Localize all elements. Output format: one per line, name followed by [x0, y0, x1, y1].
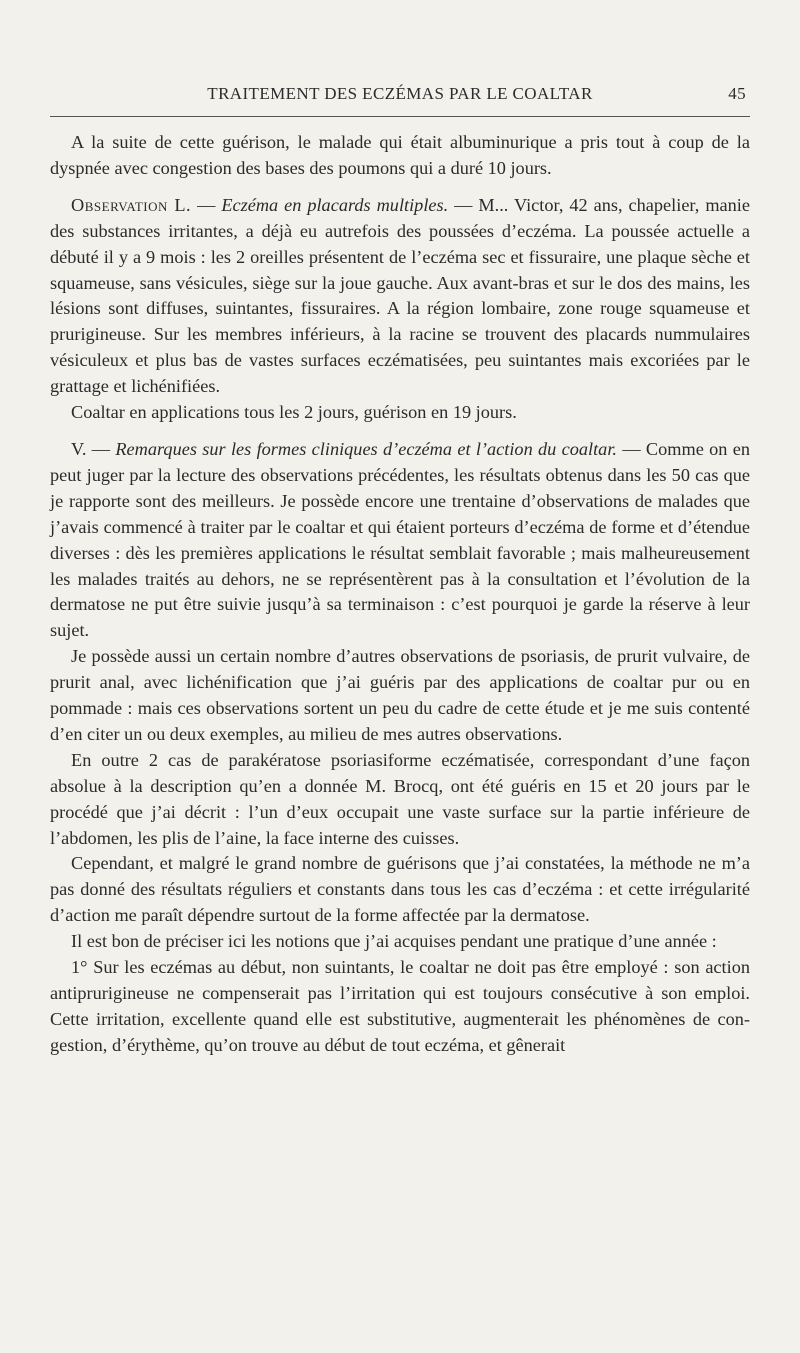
observation-title: Eczéma en placards multiples. — [221, 194, 449, 215]
section-v-title: Remarques sur les formes cliniques d’eczéma et l’action du coaltar. — [115, 438, 617, 459]
paragraph-point-1: 1° Sur les eczémas au début, non suintants, le coaltar ne doit pas être employé : son action antiprurigineuse ne compenserait pas l’irritation qui est toujours consécutive à son emploi. Cette irritation, excellente quand elle est substitutive, augmenterait les phénomènes de congestion, d’érythème, qu’on trouve au début de tout eczéma, et gênerait — [50, 957, 750, 1055]
paragraph-albuminurie: A la suite de cette guérison, le malade qui était albuminurique a pris tout à coup de la dyspnée avec congestion des bases des poumons qui a duré 10 jours. — [50, 132, 750, 178]
page-number: 45 — [728, 84, 746, 103]
running-title: TRAITEMENT DES ECZÉMAS PAR LE COALTAR — [207, 84, 593, 103]
paragraph-psoriasis: Je possède aussi un certain nombre d’autres observations de psoriasis, de prurit vulvaire, de prurit anal, avec lichénification que j’ai guéris par des applications de coaltar pur ou en pommade : mais ces observations sortent un peu du cadre de cette étude et je me suis contenté d’en citer un ou deux exemples, au milieu de mes autres observations. — [50, 646, 750, 744]
observation-paragraph — [50, 193, 750, 400]
observation-label: Observation L. — [71, 194, 192, 215]
observation-result: Coaltar en applications tous les 2 jours, guérison en 19 jours. — [71, 402, 517, 423]
section-v-number: V. — — [71, 438, 116, 459]
running-header — [50, 80, 750, 110]
section-v-paragraph — [50, 437, 750, 644]
paragraph-cependant: Cependant, et malgré le grand nombre de guérisons que j’ai constatées, la méthode ne m’a pas donné des résultats réguliers et constants dans tous les cas d’eczéma : et cette irrégularité d’action me paraît dépendre surtout de la forme affectée par la dermatose. — [50, 853, 750, 926]
page-body — [50, 130, 750, 1059]
paragraph-parakeratose: En outre 2 cas de parakératose psoriasiforme eczématisée, correspondant d’une façon absolue à la description qu’en a donnée M. Brocq, ont été guéris en 15 et 20 jours par le procédé que j’ai décrit : l’un d’eux occupait une vaste surface sur la partie inférieure de l’abdomen, les plis de l’aine, la face interne des cuisses. — [50, 749, 750, 848]
paragraph-notions: Il est bon de préciser ici les notions que j’ai acquises pendant une pratique d’une année : — [71, 931, 717, 952]
observation-text: — M... Victor, 42 ans, chapelier, manie des substances irritantes, a déjà eu autrefois des poussées d’eczéma. La poussée actuelle a débuté il y a 9 mois : les 2 oreilles présentent de l’eczéma sec et fissuraire, une plaque sèche et squameuse, sans vésicules, siège sur la joue gauche. Aux avant-bras et sur le dos des mains, les lésions sont diffuses, suintantes, fissuraires. A la région lombaire, zone rouge squameuse et prurigineuse. Sur les membres inférieurs, à la racine se trouvent des placards nummulaires vésiculeux et plus bas de vastes surfaces eczématisées, peu suintantes mais excoriées par le grattage et lichénifiées. — [50, 194, 750, 397]
header-rule — [50, 116, 750, 117]
section-v-text: — Comme on en peut juger par la lecture des observations précédentes, les résultats obtenus dans les 50 cas que je rapporte sont des meilleurs. Je possède encore une trentaine d’observations de malades que j’avais commencé à traiter par le coaltar et qui étaient porteurs d’eczéma de forme et d’étendue diverses : dès les premières applications le résultat semblait favorable ; mais malheureusement les malades traités au dehors, ne se représentèrent pas à la consultation et l’évolution de la dermatose ne put être suivie jusqu’à sa terminaison : c’est pourquoi je garde la réserve à leur sujet. — [50, 438, 750, 641]
observation-dash: — — [191, 194, 222, 215]
